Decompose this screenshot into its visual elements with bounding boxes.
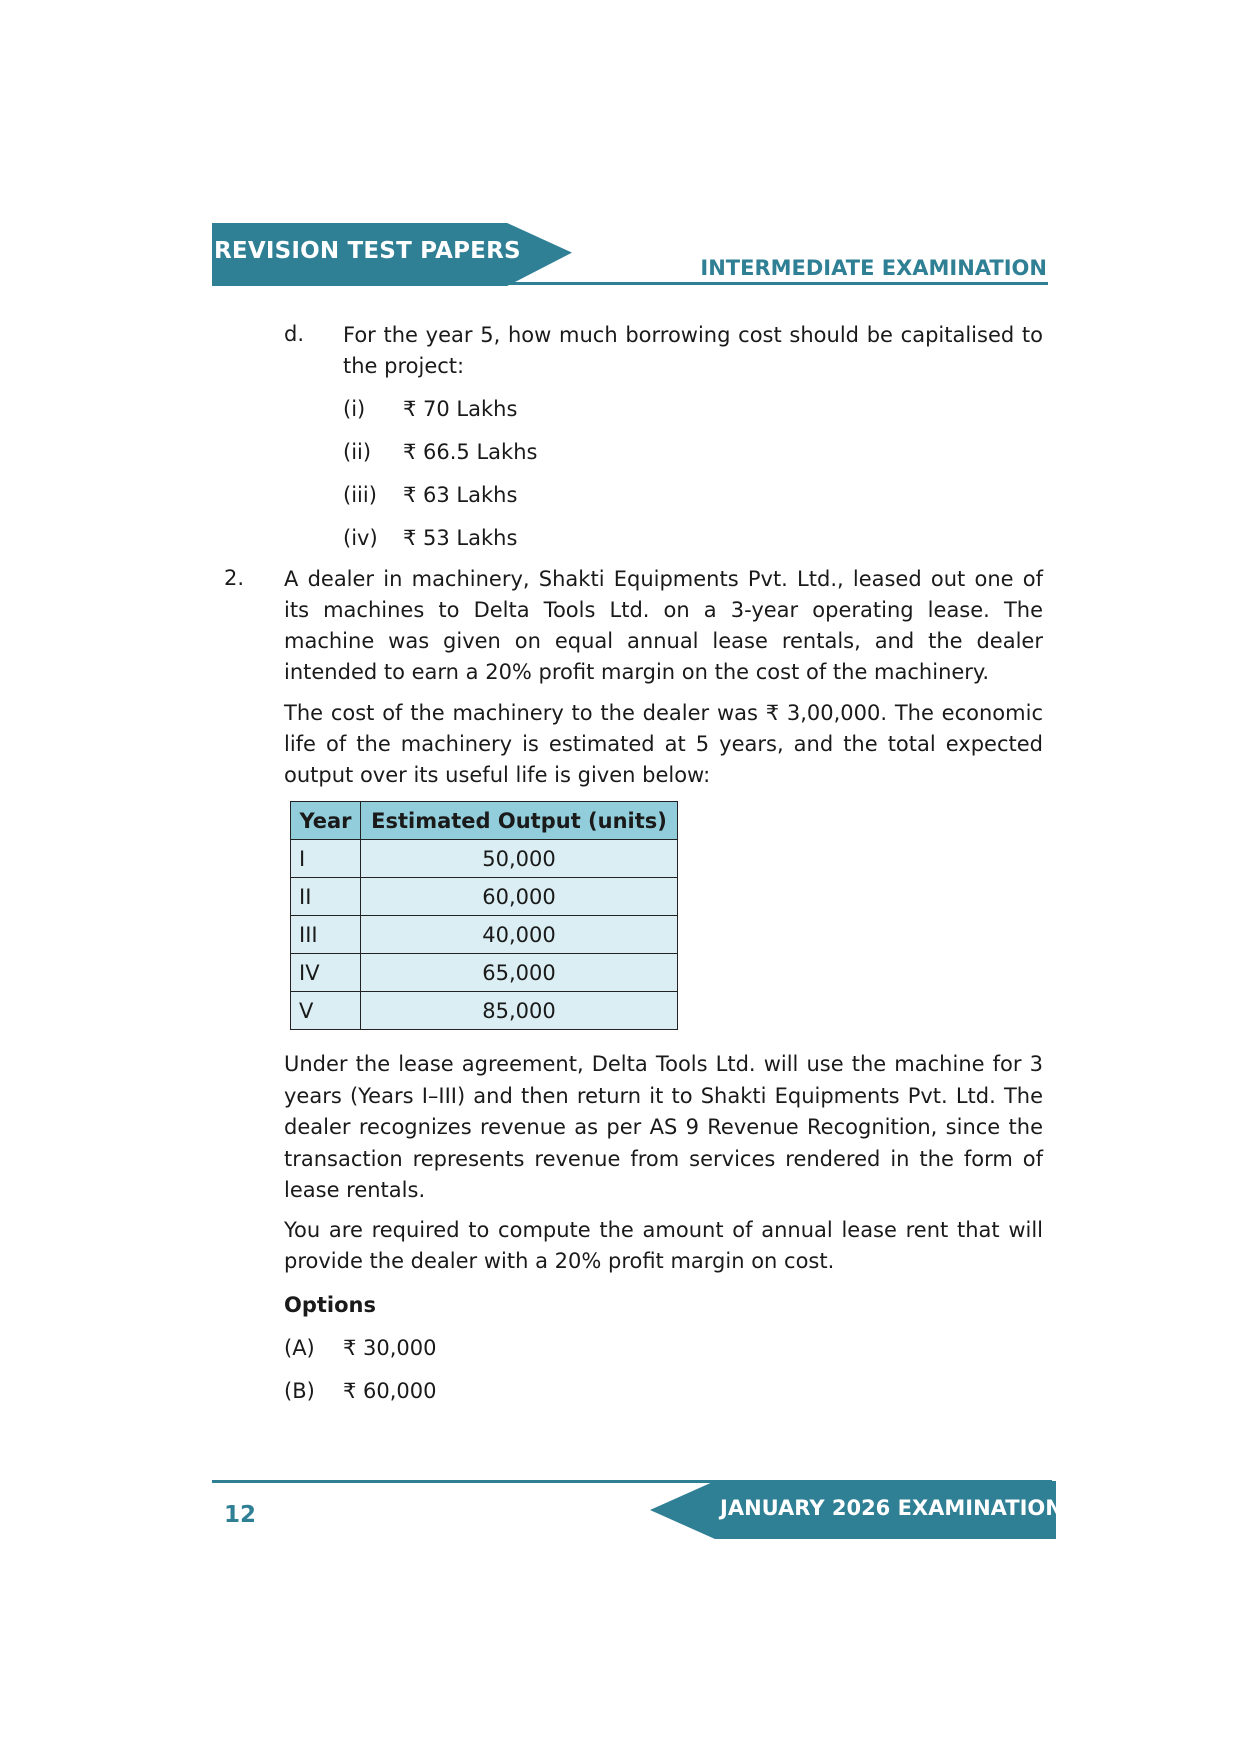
- question-d-label: d.: [284, 322, 305, 346]
- table-cell-output: 60,000: [361, 878, 678, 916]
- header-title: REVISION TEST PAPERS: [214, 238, 521, 264]
- question-2-label: 2.: [224, 566, 245, 590]
- question-2-paragraph-3: Under the lease agreement, Delta Tools Ltd. will use the machine for 3 years (Years I–III) and then return it to Shakti Equipments Pvt. Ltd. The dealer recognizes revenue as per AS 9 Revenue Recognition, since the transaction represents revenue from services rendered in the form of lease rentals.: [284, 1052, 1043, 1202]
- question-d-option-label: (ii): [343, 440, 372, 464]
- question-d-option-value: ₹ 70 Lakhs: [403, 397, 518, 421]
- page-number: 12: [224, 1502, 257, 1528]
- question-2-option-value: ₹ 30,000: [343, 1336, 437, 1360]
- question-2-option-label: (A): [284, 1336, 315, 1360]
- table-row: [291, 840, 678, 878]
- table-row: [291, 916, 678, 954]
- table-row: [291, 878, 678, 916]
- question-2-paragraph-4: You are required to compute the amount of annual lease rent that will provide the dealer with a 20% profit margin on cost.: [284, 1218, 1043, 1273]
- question-2-option-label: (B): [284, 1379, 315, 1403]
- question-d-option-label: (iii): [343, 483, 377, 507]
- table-cell-year: I: [291, 840, 361, 878]
- table-row: [291, 992, 678, 1030]
- table-header-output: Estimated Output (units): [361, 802, 678, 840]
- footer-exam-name: JANUARY 2026 EXAMINATION: [720, 1496, 1063, 1520]
- table-header-year: Year: [291, 802, 361, 840]
- table-header-row: [291, 802, 678, 840]
- table-cell-output: 65,000: [361, 954, 678, 992]
- options-heading: Options: [284, 1293, 376, 1317]
- question-2-paragraph-2: The cost of the machinery to the dealer was ₹ 3,00,000. The economic life of the machinery is estimated at 5 years, and the total expected output over its useful life is given below:: [284, 701, 1043, 787]
- question-d-option-label: (iv): [343, 526, 378, 550]
- table-cell-year: V: [291, 992, 361, 1030]
- table-cell-year: IV: [291, 954, 361, 992]
- question-d-option-value: ₹ 63 Lakhs: [403, 483, 518, 507]
- table-cell-year: III: [291, 916, 361, 954]
- table-row: [291, 954, 678, 992]
- question-d-option-value: ₹ 53 Lakhs: [403, 526, 518, 550]
- question-2-option-value: ₹ 60,000: [343, 1379, 437, 1403]
- question-d-option-value: ₹ 66.5 Lakhs: [403, 440, 538, 464]
- estimated-output-table: [290, 801, 678, 1030]
- question-d-text: For the year 5, how much borrowing cost should be capitalised to the project:: [343, 323, 1043, 378]
- question-2-paragraph-1: A dealer in machinery, Shakti Equipments Pvt. Ltd., leased out one of its machines to Delta Tools Ltd. on a 3-year operating lease. The machine was given on equal annual lease rentals, and the dealer intended to earn a 20% profit margin on the cost of the machinery.: [284, 567, 1043, 684]
- table-cell-output: 85,000: [361, 992, 678, 1030]
- table-cell-year: II: [291, 878, 361, 916]
- header-divider: [212, 282, 1048, 285]
- table-cell-output: 40,000: [361, 916, 678, 954]
- header-exam-name: INTERMEDIATE EXAMINATION: [700, 256, 1047, 280]
- table-cell-output: 50,000: [361, 840, 678, 878]
- question-d-option-label: (i): [343, 397, 366, 421]
